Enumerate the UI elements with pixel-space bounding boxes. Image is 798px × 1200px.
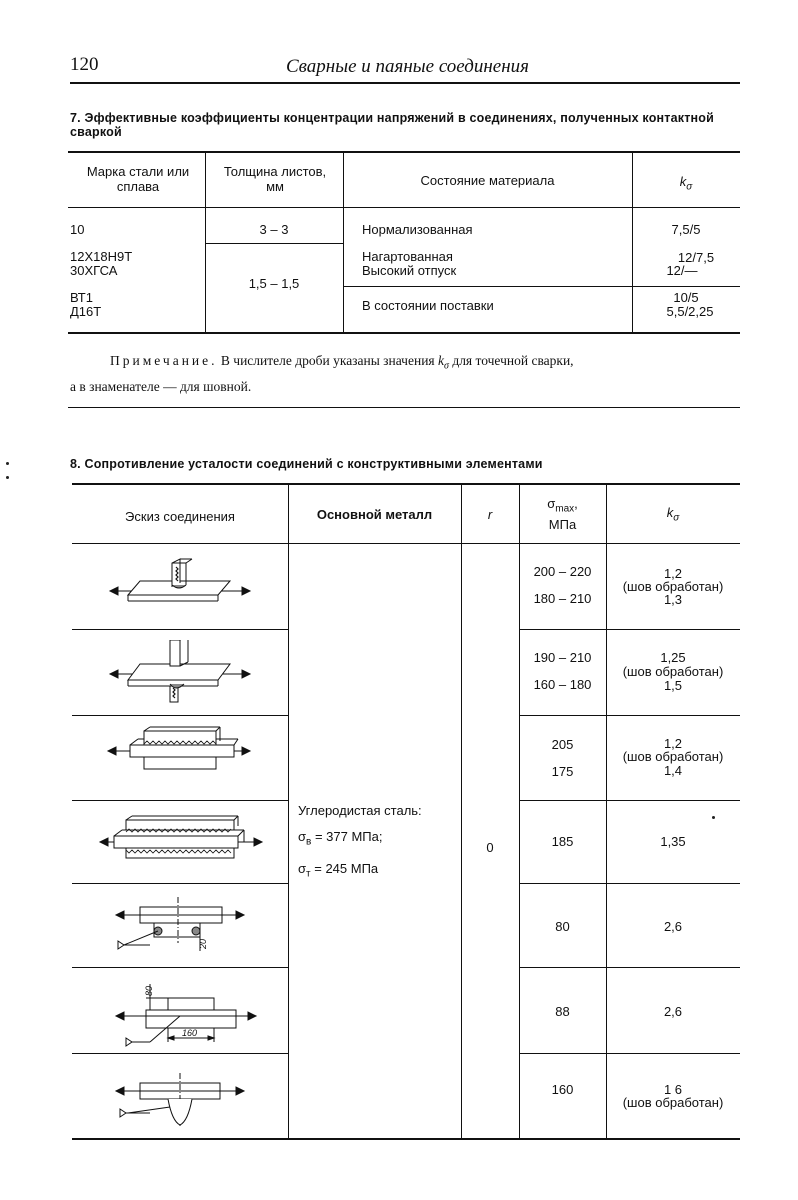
table8-sigma-value: 160 [551,1082,574,1097]
k-subscript: σ [673,512,680,524]
running-title: Сварные и паяные соединения [286,56,529,77]
weld-symbol-icon [118,941,124,949]
arrow-left-icon [116,911,124,919]
table8-header-k [606,505,740,526]
table7-grade-d16t: Д16Т [70,304,102,319]
table8-sigma-value: 80 [555,919,570,934]
table8-header-sketch: Эскиз соединения [125,509,235,524]
arrow-right-icon [236,1087,244,1095]
table8-header-r: r [487,507,493,522]
sketch-tee-joint-2 [100,640,260,710]
table8-k-note: (шов обработан) [622,664,724,679]
weld-symbol-icon [120,1109,126,1117]
dim-20-label: 20 [198,938,208,949]
table7-bottom-rule [68,332,740,334]
table8-row-sep-sketch [72,967,288,968]
table8-top-rule [72,483,740,485]
table7-state-normalized: Нормализованная [362,222,473,237]
arrow-right-icon [242,747,250,755]
table7-k-3: 12/— [666,263,698,278]
arrow-left-icon [116,1087,124,1095]
table7-note [70,351,742,397]
table7-state-delivery: В состоянии поставки [362,298,494,313]
table7-k-1: 7,5/5 [671,222,701,237]
table7-thickness-shared: 1,5 – 1,5 [248,276,300,291]
note-k: k [438,353,445,368]
table7-header-state: Состояние материала [420,173,555,188]
table7-header-thickness: Толщина листов, мм [223,164,327,194]
table8-row-sep-values [519,883,740,884]
table7-state-sep [343,286,740,287]
table8-caption: 8. Сопротивление усталости соединений с конструктивными элементами [70,457,543,471]
scan-mark [6,476,9,479]
table7-vline-1 [205,152,206,332]
table8-r-value: 0 [486,840,494,855]
sigma-sub: max [555,503,575,515]
table8-k-value: 2,6 [663,919,683,934]
scan-mark [6,462,9,465]
table7-top-rule [68,151,740,153]
table8-sigma-value: 175 [551,764,574,779]
arrow-left-icon [100,838,108,846]
table7-note-rule [68,407,740,408]
table8-row-sep-sketch [72,883,288,884]
weld-symbol-icon [126,1038,132,1046]
arrow-left-icon [110,670,118,678]
arrow-right-icon [236,911,244,919]
table7-k-2: 12/7,5 [677,250,715,265]
table7-thickness-1: 3 – 3 [259,222,289,237]
table8-bottom-rule [72,1138,740,1140]
table7-thickness-sep [205,243,343,244]
table7-header-rule [68,207,740,208]
table8-row-sep-sketch [72,1053,288,1054]
table8-row-sep-sketch [72,800,288,801]
table8-k-note: (шов обработан) [622,1095,724,1110]
table8-metal-description [298,798,422,887]
table8-k-value: 2,6 [663,1004,683,1019]
table8-sigma-value: 185 [551,834,574,849]
weld-bead-icon [192,927,200,935]
arrow-left-icon [108,747,116,755]
table8-vline-1 [288,484,289,1138]
table8-vline-3 [519,484,520,1138]
note-label: Примечание. [110,353,218,368]
table7-k-4: 10/5 [673,290,699,305]
arrow-right-icon [254,838,262,846]
table8-k-value: 1,4 [663,763,683,778]
k-symbol: k [666,505,674,520]
sketch-lap-dimensions [110,972,260,1052]
table8-k-note: (шов обработан) [622,749,724,764]
table8-header-rule [72,543,740,544]
table8-row-sep-values [519,629,740,630]
metal-sigma-t: $\sigma_т = 245$ МПа [298,860,379,880]
table8-sigma-value: 88 [555,1004,570,1019]
k-symbol: k [679,174,687,189]
header-rule [70,82,740,84]
note-text-1: В числителе дроби указаны значения [220,353,435,368]
table8-k-value: 1,5 [663,678,683,693]
table8-header-sigma: $\sigma_{max}$, МПа [547,496,578,532]
table7-grade-30xgsa: 30ХГСА [70,263,118,278]
sketch-lap-joint [104,725,254,780]
table7-state-tempered: Высокий отпуск [362,263,457,278]
arrow-right-icon [242,587,250,595]
table7-grade-vt1: ВТ1 [70,290,93,305]
sketch-tee-joint-1 [100,555,260,620]
table8-sigma-value: 160 – 180 [533,677,592,692]
table8-k-note: (шов обработан) [622,579,724,594]
table7-caption: 7. Эффективные коэффициенты концентрации напряжений в соединениях, полученных контактной сваркой [70,111,715,139]
table8-row-sep-values [519,800,740,801]
table7-header-k [632,174,740,195]
sigma-symbol: σ [547,496,556,511]
table8-vline-2 [461,484,462,1138]
table8-k-value: 1,35 [660,834,686,849]
table8-sigma-value: 190 – 210 [533,650,592,665]
table8-k-value: 1,25 [660,650,686,665]
table8-k-value: 1,3 [663,592,683,607]
table8-header-metal: Основной металл [316,507,433,522]
table7-k-5: 5,5/2,25 [666,304,714,319]
table7-header-grade: Марка стали или сплава [86,164,190,194]
table8-k-value: 1 6 [663,1082,683,1097]
table7-grade-12x18: 12Х18Н9Т [70,249,133,264]
scan-mark [712,816,715,819]
table8-k-value: 1,2 [663,566,683,581]
sketch-cover-plates [96,812,266,872]
table8-row-sep-values [519,1053,740,1054]
table7-grade-10: 10 [70,222,85,237]
table7-state-hardened: Нагартованная [362,249,453,264]
page-number: 120 [70,54,99,75]
table8-sigma-value: 205 [551,737,574,752]
metal-line1: Углеродистая сталь: [298,803,422,818]
note-text-3: а в знаменателе — для шовной. [70,378,252,394]
metal-sigma-b: $\sigma_в = 377$ МПа; [298,829,383,848]
dim-80-label: 80 [144,985,154,996]
k-subscript: σ [686,181,693,193]
note-k-sub: σ [444,360,449,372]
sketch-gusset-weld [110,893,250,963]
sigma-unit: МПа [548,516,577,532]
table8-row-sep-values [519,715,740,716]
table8-sigma-value: 200 – 220 [533,564,592,579]
table8-row-sep-values [519,967,740,968]
table8-row-sep-sketch [72,629,288,630]
table8-row-sep-sketch [72,715,288,716]
note-text-2: для точечной сварки, [452,353,574,368]
arrow-right-icon [242,670,250,678]
sketch-butt-weld [110,1067,250,1132]
table8-k-value: 1,2 [663,736,683,751]
arrow-right-icon [248,1012,256,1020]
arrow-left-icon [110,587,118,595]
table8-sigma-value: 180 – 210 [533,591,592,606]
arrow-left-icon [116,1012,124,1020]
dim-160-label: 160 [182,1028,198,1038]
